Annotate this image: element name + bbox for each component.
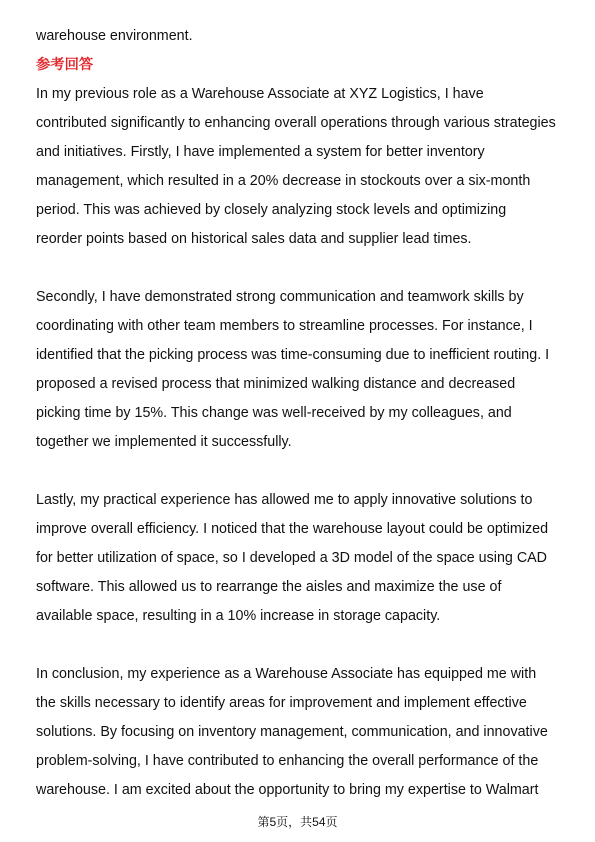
paragraph-line: problem-solving, I have contributed to enhancing the overall performance of the <box>36 753 539 769</box>
paragraph-line: In my previous role as a Warehouse Associate at XYZ Logistics, I have <box>36 86 484 102</box>
paragraph-line: and initiatives. Firstly, I have implemented a system for better inventory <box>36 144 485 160</box>
paragraph-line: identified that the picking process was time-consuming due to inefficient routing. I <box>36 347 550 363</box>
paragraph-4 <box>36 660 566 805</box>
page-content <box>36 22 566 805</box>
paragraph-line: improve overall efficiency. I noticed that the warehouse layout could be optimized <box>36 521 549 537</box>
paragraph-line: proposed a revised process that minimized walking distance and decreased <box>36 376 516 392</box>
paragraph-line: Lastly, my practical experience has allowed me to apply innovative solutions to <box>36 492 533 508</box>
paragraph-line: period. This was achieved by closely analyzing stock levels and optimizing <box>36 202 507 218</box>
paragraph-line: coordinating with other team members to streamline processes. For instance, I <box>36 318 533 334</box>
paragraph-line: available space, resulting in a 10% increase in storage capacity. <box>36 608 441 624</box>
answer-heading: 参考回答 <box>36 57 94 73</box>
paragraph-line: together we implemented it successfully. <box>36 434 292 450</box>
page-number-label: 第5页，共54页 <box>257 815 338 829</box>
paragraph-line: contributed significantly to enhancing overall operations through various strategies <box>36 115 556 131</box>
paragraph-line: software. This allowed us to rearrange the aisles and maximize the use of <box>36 579 502 595</box>
paragraph-line: the skills necessary to identify areas for improvement and implement effective <box>36 695 527 711</box>
paragraph-gap <box>36 631 566 660</box>
paragraph-1 <box>36 80 566 254</box>
paragraph-line: solutions. By focusing on inventory management, communication, and innovative <box>36 724 548 740</box>
paragraph-gap <box>36 457 566 486</box>
page-footer <box>0 814 595 830</box>
paragraph-line: picking time by 15%. This change was well-received by my colleagues, and <box>36 405 512 421</box>
paragraph-gap <box>36 254 566 283</box>
paragraph-line: warehouse. I am excited about the opportunity to bring my expertise to Walmart <box>36 782 539 798</box>
paragraph-line: Secondly, I have demonstrated strong communication and teamwork skills by <box>36 289 524 305</box>
paragraph-2 <box>36 283 566 457</box>
paragraph-line: management, which resulted in a 20% decrease in stockouts over a six-month <box>36 173 531 189</box>
intro-tail-line: warehouse environment. <box>36 28 193 44</box>
paragraph-line: for better utilization of space, so I developed a 3D model of the space using CAD <box>36 550 548 566</box>
paragraph-line: reorder points based on historical sales data and supplier lead times. <box>36 231 472 247</box>
paragraph-3 <box>36 486 566 631</box>
paragraph-line: In conclusion, my experience as a Warehouse Associate has equipped me with <box>36 666 537 682</box>
